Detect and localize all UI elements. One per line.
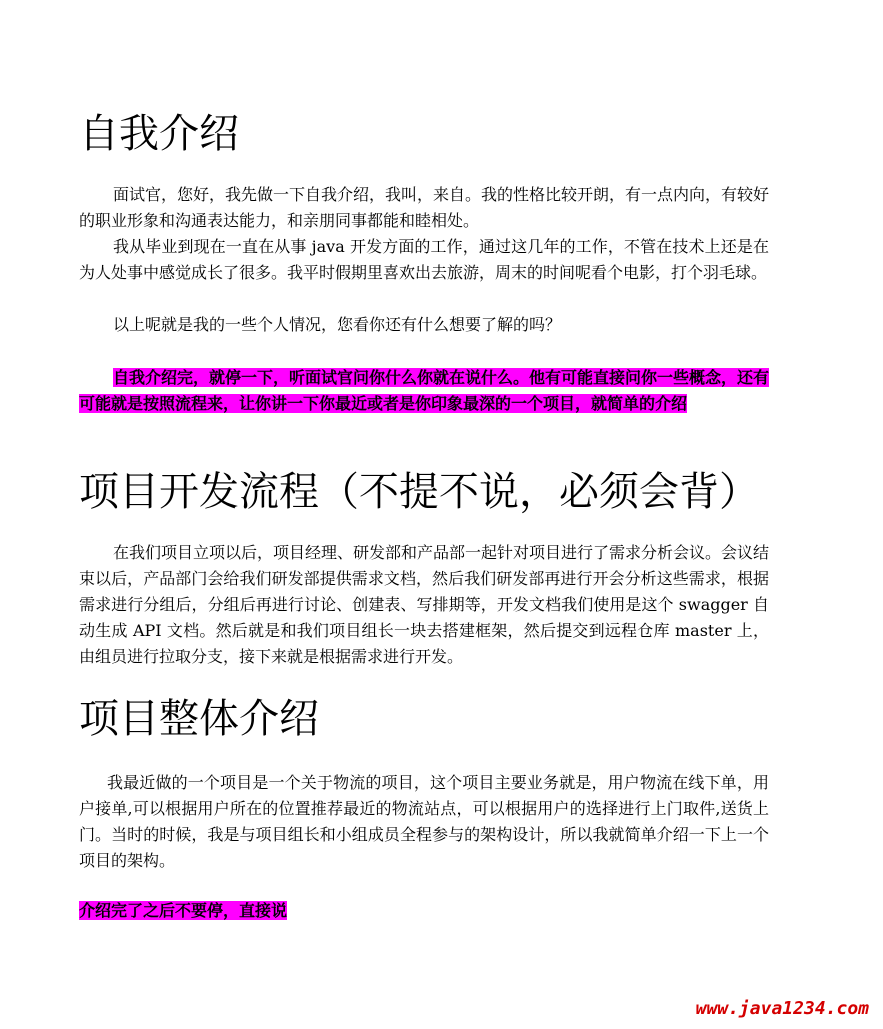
watermark: www.java1234.com: [695, 998, 869, 1019]
section-heading-self-intro: 自我介绍: [79, 111, 239, 157]
highlighted-note-text: 自我介绍完，就停一下，听面试官问你什么你就在说什么。他有可能直接问你一些概念，还有可能就是按照流程来，让你讲一下你最近或者是你印象最深的一个项目，就简单的介绍: [79, 368, 770, 413]
paragraph: 我最近做的一个项目是一个关于物流的项目，这个项目主要业务就是，用户物流在线下单，用户接单,可以根据用户所在的位置推荐最近的物流站点，可以根据用户的选择进行上门取件,送货上门。当时的时候，我是与项目组长和小组成员全程参与的架构设计，所以我就简单介绍一下上一个项目的架构。: [79, 773, 769, 870]
section-heading-project-overview: 项目整体介绍: [79, 696, 319, 742]
paragraph: 面试官，您好，我先做一下自我介绍，我叫，来自。我的性格比较开朗，有一点内向，有较好的职业形象和沟通表达能力，和亲朋同事都能和睦相处。: [79, 185, 770, 230]
paragraph: 以上呢就是我的一些个人情况，您看你还有什么想要了解的吗？: [113, 315, 562, 334]
highlighted-note: [79, 898, 769, 924]
highlighted-note: [79, 365, 769, 417]
highlighted-note-text: 介绍完了之后不要停，直接说: [79, 901, 288, 920]
paragraph: 在我们项目立项以后，项目经理、研发部和产品部一起针对项目进行了需求分析会议。会议结束以后，产品部门会给我们研发部提供需求文档，然后我们研发部再进行开会分析这些需求，根据需求进行分组后，分组后再进行讨论、创建表、写排期等，开发文档我们使用是这个 swagger 自动生成 API 文档。然后就是和我们项目组长一块去搭建框架，然后提交到远程仓库 master 上，由组员进行拉取分支，接下来就是根据需求进行开发。: [79, 543, 770, 666]
paragraph: 我从毕业到现在一直在从事 java 开发方面的工作，通过这几年的工作，不管在技术上还是在为人处事中感觉成长了很多。我平时假期里喜欢出去旅游，周末的时间呢看个电影，打个羽毛球。: [79, 237, 769, 282]
section-heading-dev-process: 项目开发流程（不提不说，必须会背）: [79, 469, 759, 515]
